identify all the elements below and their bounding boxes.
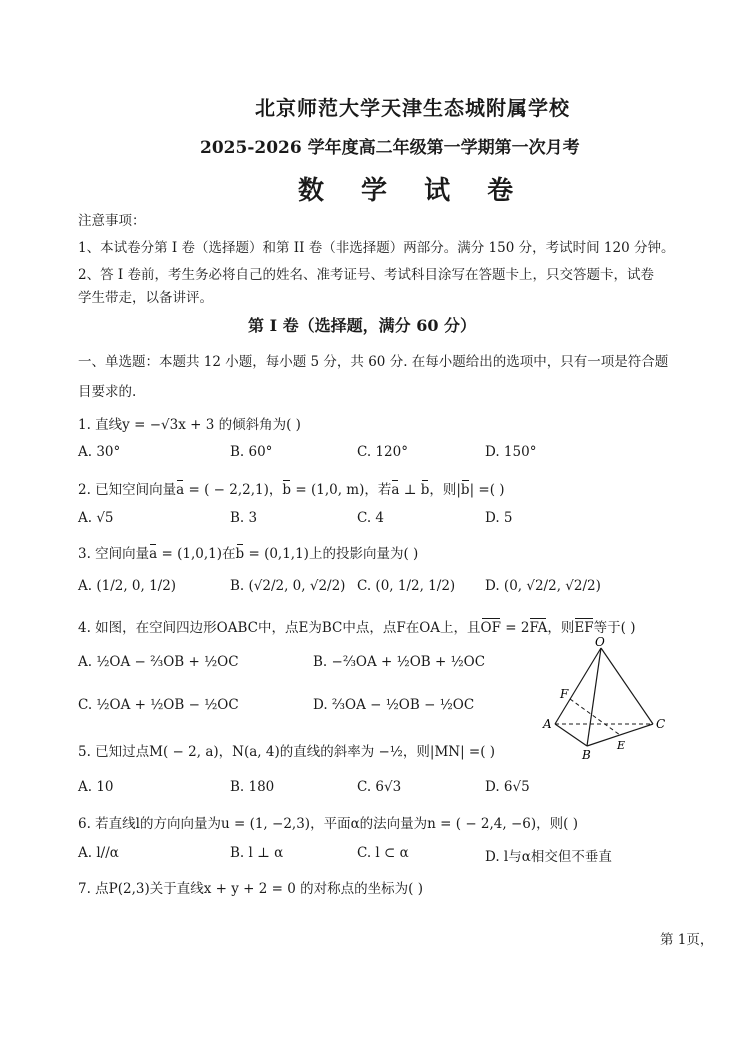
tetrahedron-figure xyxy=(535,636,675,761)
q6-stem: 6. 若直线l的方向向量为u = (1, −2,3)，平面α的法向量为n = ( − 2,4, −6)，则( ) xyxy=(78,816,578,832)
label-a: A xyxy=(543,717,552,731)
q5-stem: 5. 已知过点M( − 2, a)，N(a, 4)的直线的斜率为 −½，则|MN| =( ) xyxy=(78,744,496,760)
edge-oa xyxy=(555,648,601,724)
label-f: F xyxy=(560,687,569,701)
q4-option-c: C. ½OA + ½OB − ½OC xyxy=(78,697,239,713)
q3-option-c: C. (0, 1/2, 1/2) xyxy=(357,578,456,594)
q1-option-d: D. 150° xyxy=(485,444,537,460)
q4-stem: 4. 如图，在空间四边形OABC中，点E为BC中点，点F在OA上，且OF = 2FA，则EF等于( ) xyxy=(78,620,636,636)
q5-option-d: D. 6√5 xyxy=(485,779,530,795)
q1-option-a: A. 30° xyxy=(78,444,121,460)
notice-heading: 注意事项： xyxy=(78,213,146,229)
q7-stem: 7. 点P(2,3)关于直线x + y + 2 = 0 的对称点的坐标为( ) xyxy=(78,881,423,897)
q1-option-c: C. 120° xyxy=(357,444,408,460)
q5-option-c: C. 6√3 xyxy=(357,779,402,795)
edge-oc xyxy=(601,648,653,724)
section-title: 第 I 卷（选择题，满分 60 分） xyxy=(248,316,477,335)
q3-option-a: A. (1/2, 0, 1/2) xyxy=(78,578,177,594)
q2-option-b: B. 3 xyxy=(230,510,258,526)
segment-ef xyxy=(570,699,620,735)
q6-option-d: D. l与α相交但不垂直 xyxy=(485,849,612,865)
label-b: B xyxy=(582,748,591,761)
page-number: 第 1页， xyxy=(660,932,714,948)
q6-option-a: A. l//α xyxy=(78,845,119,861)
q3-option-b: B. (√2/2, 0, √2/2) xyxy=(230,578,346,594)
section-intro: 一、单选题：本题共 12 小题，每小题 5 分，共 60 分. 在每小题给出的选项中，只有一项是符合题 xyxy=(78,354,669,370)
notice-item-2-cont: 学生带走，以备讲评。 xyxy=(78,290,213,306)
q4-option-b: B. −⅔OA + ½OB + ½OC xyxy=(313,654,486,670)
label-e: E xyxy=(617,739,626,752)
label-c: C xyxy=(656,717,666,731)
q2-option-c: C. 4 xyxy=(357,510,385,526)
q6-option-c: C. l ⊂ α xyxy=(357,845,409,861)
q1-stem: 1. 直线y = −√3x + 3 的倾斜角为( ) xyxy=(78,417,301,433)
edge-ob xyxy=(587,648,601,746)
subject-title: 数 学 试 卷 xyxy=(298,176,528,206)
q4-option-d: D. ⅔OA − ½OB − ½OC xyxy=(313,697,475,713)
school-name: 北京师范大学天津生态城附属学校 xyxy=(255,96,570,120)
q4-option-a: A. ½OA − ⅔OB + ½OC xyxy=(78,654,239,670)
section-intro-cont: 目要求的. xyxy=(78,384,137,400)
notice-item-1: 1、本试卷分第 I 卷（选择题）和第 II 卷（非选择题）两部分。满分 150 分，考试时间 120 分钟。 xyxy=(78,240,675,256)
q5-option-a: A. 10 xyxy=(78,779,114,795)
q2-stem: 2. 已知空间向量a = ( − 2,2,1)，b = (1,0, m)，若a ⊥ b，则|b| =( ) xyxy=(78,482,505,498)
q3-stem: 3. 空间向量a = (1,0,1)在b = (0,1,1)上的投影向量为( ) xyxy=(78,546,419,562)
notice-item-2: 2、答 I 卷前，考生务必将自己的姓名、准考证号、考试科目涂写在答题卡上，只交答题卡，试卷 xyxy=(78,267,655,283)
label-o: O xyxy=(595,636,605,649)
q3-option-d: D. (0, √2/2, √2/2) xyxy=(485,578,601,594)
q2-option-a: A. √5 xyxy=(78,510,114,526)
q1-option-b: B. 60° xyxy=(230,444,273,460)
q2-option-d: D. 5 xyxy=(485,510,513,526)
edge-ab xyxy=(555,724,587,746)
q6-option-b: B. l ⊥ α xyxy=(230,845,284,861)
q5-option-b: B. 180 xyxy=(230,779,275,795)
exam-title: 2025-2026 学年度高二年级第一学期第一次月考 xyxy=(200,138,580,158)
